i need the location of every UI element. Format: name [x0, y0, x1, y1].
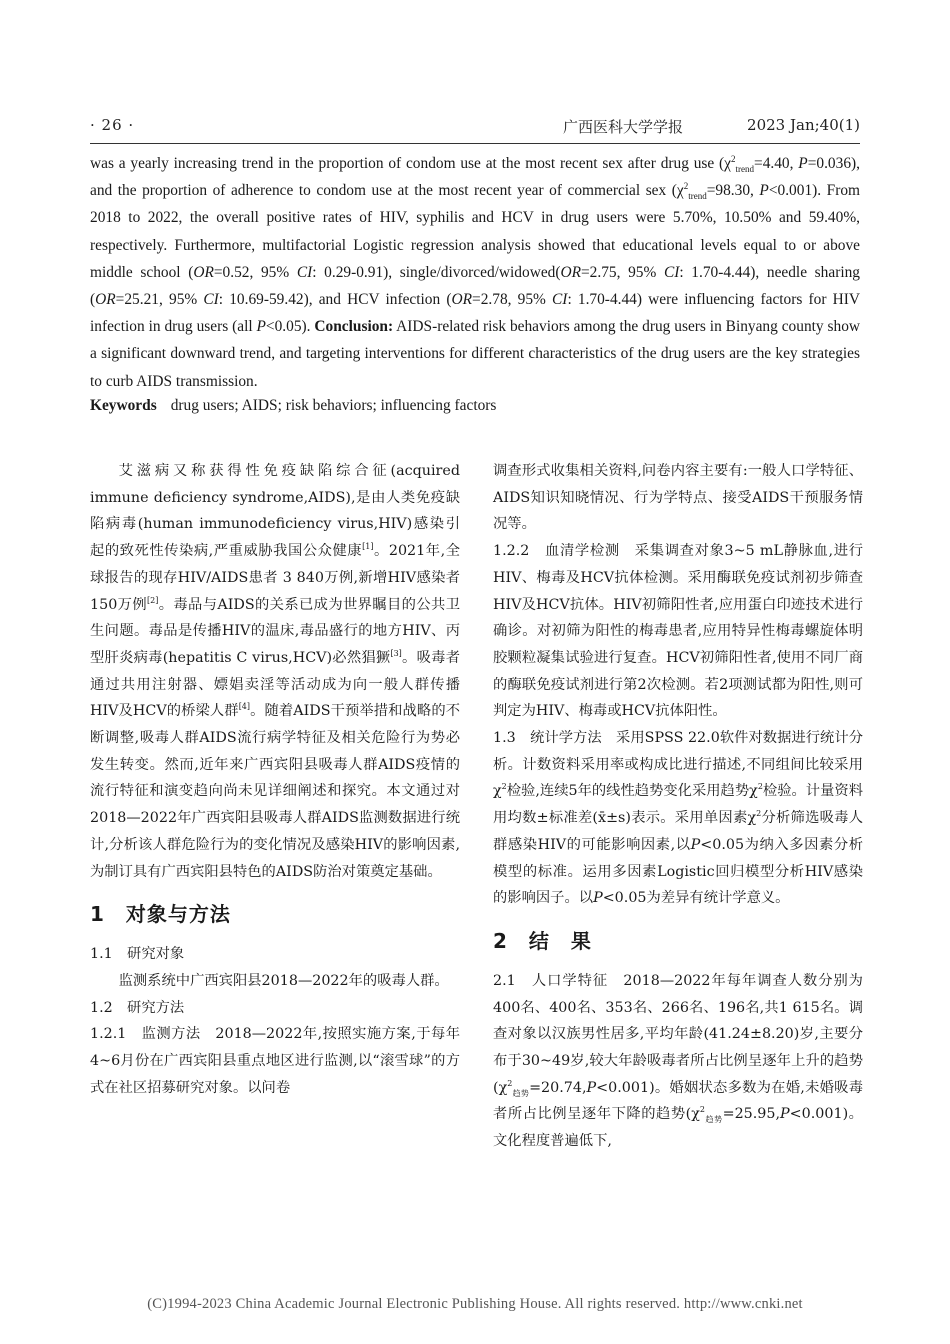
subsection-1-2: 1.2 研究方法 — [90, 999, 185, 1016]
header-rule — [90, 143, 860, 144]
copyright-footer: (C)1994-2023 China Academic Journal Electronic Publishing House. All rights reserved. http://www.cnki.net — [147, 1296, 803, 1312]
subsection-1-2-2: 1.2.2 血清学检测 采集调查对象3~5 mL静脉血,进行HIV、梅毒及HCV抗体检测。采用酶联免疫试剂初步筛查HIV及HCV抗体。HIV初筛阳性者,应用蛋白印迹技术进行确诊。对初筛为阳性的梅毒患者,应用特异性梅毒螺旋体明胶颗粒凝集试验进行复查。HCV初筛阳性者,使用不同厂商的酶联免疫试剂进行第2次检测。若2项测试都为阳性,则可判定为HIV、梅毒或HCV抗体阳性。 — [493, 543, 863, 720]
issue-info: 2023 Jan;40(1) — [747, 116, 860, 134]
keywords-label: Keywords — [90, 397, 157, 414]
subsection-1-2-1: 1.2.1 监测方法 2018—2022年,按照实施方案,于每年4~6月份在广西宾阳县重点地区进行监测,以“滚雪球”的方式在社区招募研究对象。以问卷 — [90, 1026, 460, 1096]
subsection-1-3: 1.3 统计学方法 采用SPSS 22.0软件对数据进行统计分析。计数资料采用率或构成比进行描述,不同组间比较采用$\chi^2$检验,连续5年的线性趋势变化采用趋势$\chi^2$检验。计量资料用均数±标准差(x̄±s)表示。采用单因素$\chi^2$分析筛选吸毒人群感染HIV的可能影响因素,以P<0.05为纳入多因素分析模型的标准。运用多因素Logistic回归模型分析HIV感染的影响因子。以P<0.05为差异有统计学意义。 — [493, 730, 863, 907]
keywords-line — [90, 392, 860, 419]
conclusion-label: Conclusion: — [314, 318, 394, 336]
continued-text: 调查形式收集相关资料,问卷内容主要有:一般人口学特征、AIDS知识知晓情况、行为学特点、接受AIDS干预服务情况等。 — [493, 463, 863, 533]
abstract-paragraph: was a yearly increasing trend in the proportion of condom use at the most recent sex after drug use ($\chi^2_{trend}=4.40$, P=0.036), and the proportion of adherence to condom use at the most recent year of commercial sex ($\chi^2_{trend}=98.30$, P<0.001). From 2018 to 2022, the overall positive rates of HIV, syphilis and HCV in drug users were 5.70%, 10.50% and 59.40%, respectively. Furthermore, multifactorial Logistic regression analysis showed that educational levels equal to or above middle school (OR=0.52, 95% CI: 0.29-0.91), single/divorced/widowed(OR=2.75, 95% CI: 1.70-4.44), needle sharing (OR=25.21, 95% CI: 10.69-59.42), and HCV infection (OR=2.78, 95% CI: 1.70-4.44) were influencing factors for HIV infection in drug users (all P<0.05). Conclusion: AIDS-related risk behaviors among the drug users in Binyang county show a significant downward trend, and targeting interventions for different characteristics of the drug users are the key strategies to curb AIDS transmission. — [90, 153, 861, 390]
subsection-1-1: 1.1 研究对象 — [90, 946, 185, 963]
intro-paragraph: 艾滋病又称获得性免疫缺陷综合征(acquired immune deficiency syndrome,AIDS),是由人类免疫缺陷病毒(human immunodeficiency virus,HIV)感染引起的致死性传染病,严重威胁我国公众健康[1]。2021年,全球报告的现存HIV/AIDS患者 3 840万例,新增HIV感染者150万例[2]。毒品与AIDS的关系已成为世界瞩目的公共卫生问题。毒品是传播HIV的温床,毒品盛行的地方HIV、丙型肝炎病毒(hepatitis C virus,HCV)必然猖獗[3]。吸毒者通过共用注射器、嫖娼卖淫等活动成为向一般人群传播HIV及HCV的桥梁人群[4]。随着AIDS干预举措和战略的不断调整,吸毒人群AIDS流行病学特征及相关危险行为势必发生转变。然而,近年来广西宾阳县吸毒人群AIDS疫情的流行特征和演变趋向尚未见详细阐述和探究。本文通过对2018—2022年广西宾阳县吸毒人群AIDS监测数据进行统计,分析该人群危险行为的变化情况及感染HIV的影响因素,为制订具有广西宾阳县特色的AIDS防治对策奠定基础。 — [90, 463, 461, 880]
keywords-text: drug users; AIDS; risk behaviors; influencing factors — [170, 397, 497, 414]
journal-name: 广西医科大学学报 — [563, 118, 684, 136]
left-column — [90, 458, 460, 1101]
section-2-title: 2 结 果 — [493, 928, 592, 953]
page-header — [90, 116, 860, 138]
subsection-1-1-text: 监测系统中广西宾阳县2018—2022年的吸毒人群。 — [118, 972, 449, 989]
section-1-title: 1 对象与方法 — [90, 902, 231, 927]
right-column — [493, 458, 863, 1155]
subsection-2-1: 2.1 人口学特征 2018—2022年每年调查人数分别为400名、400名、353名、266名、196名,共1 615名。调查对象以汉族男性居多,平均年龄(41.24±8.20)岁,主要分布于30~49岁,较大年龄吸毒者所占比例呈逐年上升的趋势$(\chi^2_{趋势}=20.74,P<0.001)$。婚姻状态多数为在婚,未婚吸毒者所占比例呈逐年下降的趋势$(\chi^2_{趋势}=25.95,P<0.001)$。文化程度普遍低下, — [493, 972, 864, 1150]
page-number: · 26 · — [90, 116, 135, 134]
english-abstract — [90, 150, 860, 395]
